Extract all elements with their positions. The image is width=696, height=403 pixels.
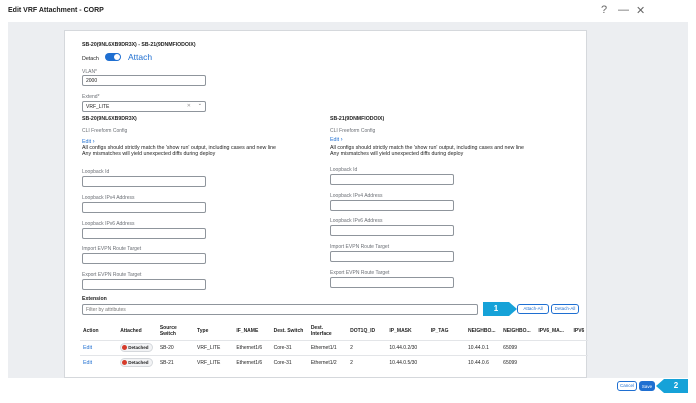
detach-label: Detach: [82, 56, 99, 62]
cell-ipv6: [570, 340, 588, 355]
right-loopback-ipv6-label: Loopback IPv6 Address: [330, 218, 383, 224]
cell-type: VRF_LITE: [194, 355, 233, 370]
cell-ipv6-mask: [535, 355, 570, 370]
right-switch-header: SB-21(9DNMFIODOIX): [330, 116, 385, 122]
col-action: Action: [83, 327, 99, 334]
left-loopback-ipv6-label: Loopback IPv6 Address: [82, 221, 135, 227]
col-ip-tag: IP_TAG: [430, 327, 449, 334]
cell-dot1q: 2: [347, 355, 386, 370]
col-dest-interface: Dest. Interface: [310, 324, 332, 337]
left-edit-label: Edit: [82, 139, 92, 145]
cell-ip-tag: [428, 355, 465, 370]
detached-dot-icon: [122, 360, 127, 365]
cell-dot1q: 2: [347, 340, 386, 355]
left-note-line1: All configs should strictly match the 'show run' output, including cases and new line: [82, 145, 276, 151]
right-note-line1: All configs should strictly match the 'show run' output, including cases and new line: [330, 145, 524, 151]
left-switch-header: SB-20(9NL6XB9DR3X): [82, 116, 137, 122]
help-icon[interactable]: ?: [601, 4, 608, 16]
left-loopback-ipv4-label: Loopback IPv4 Address: [82, 195, 135, 201]
cell-dest-interface: Ethernet1/1: [308, 340, 347, 355]
col-ip-mask: IP_MASK: [389, 327, 412, 334]
extension-label: Extension: [82, 296, 107, 302]
attachment-pair-header: SB-20(9NL6XB9DR3X) - SB-21(9DNMFIODOIX): [82, 42, 196, 48]
row-edit-link[interactable]: Edit: [83, 359, 93, 366]
col-ipv6-mask: IPV6_MA...: [538, 327, 564, 334]
cell-dest-interface: Ethernet1/2: [308, 355, 347, 370]
right-export-rt-label: Export EVPN Route Target: [330, 270, 390, 276]
left-loopback-id-input[interactable]: [82, 176, 206, 187]
col-attached: Attached: [120, 327, 142, 334]
cell-ip-mask: 10.44.0.2/30: [386, 340, 427, 355]
left-loopback-ipv6-input[interactable]: [82, 228, 206, 239]
col-dest-switch: Dest. Switch: [273, 327, 304, 334]
right-loopback-id-label: Loopback Id: [330, 167, 358, 173]
table-header-row: [80, 322, 588, 340]
right-import-rt-input[interactable]: [330, 251, 454, 262]
cell-if-name: Ethernet1/6: [233, 355, 270, 370]
chevron-down-icon[interactable]: ⌄: [197, 101, 202, 107]
clear-icon[interactable]: ✕: [186, 103, 191, 109]
attach-label: Attach: [128, 52, 153, 62]
cell-type: VRF_LITE: [194, 340, 233, 355]
status-badge: Detached: [120, 343, 152, 352]
cell-neighbor-ip: 10.44.0.6: [465, 355, 500, 370]
extension-table: [80, 322, 588, 370]
row-edit-link[interactable]: Edit: [83, 344, 93, 351]
step-callout-1: 1: [483, 302, 509, 316]
cell-neighbor-ip: 10.44.0.1: [465, 340, 500, 355]
vlan-label: VLAN*: [82, 69, 98, 75]
right-loopback-ipv4-input[interactable]: [330, 200, 454, 211]
right-export-rt-input[interactable]: [330, 277, 454, 288]
chevron-right-icon: ›: [92, 139, 95, 145]
cell-ip-tag: [428, 340, 465, 355]
col-type: Type: [197, 327, 209, 334]
right-cli-edit-link[interactable]: [330, 137, 343, 143]
col-neighbor-asn: NEIGHBO...: [503, 327, 531, 334]
extension-filter-input[interactable]: Filter by attributes: [82, 304, 478, 315]
left-import-rt-label: Import EVPN Route Target: [82, 246, 142, 252]
cell-dest-switch: Core-31: [271, 355, 308, 370]
table-row: [80, 355, 588, 370]
detach-all-button[interactable]: Detach-All: [551, 304, 579, 314]
cell-ipv6: [570, 355, 588, 370]
right-cli-label: CLI Freeform Config: [330, 128, 376, 134]
left-cli-label: CLI Freeform Config: [82, 128, 128, 134]
close-icon[interactable]: ✕: [636, 5, 646, 17]
cell-ip-mask: 10.44.0.5/30: [386, 355, 427, 370]
cell-source: SB-20: [157, 340, 194, 355]
left-export-rt-label: Export EVPN Route Target: [82, 272, 142, 278]
detached-dot-icon: [122, 345, 127, 350]
cell-source: SB-21: [157, 355, 194, 370]
attach-all-button[interactable]: Attach-All: [517, 304, 549, 314]
left-note-line2: Any mismatches will yield unexpected diffs during deploy: [82, 151, 216, 157]
status-badge: Detached: [120, 358, 152, 367]
step-callout-2: 2: [664, 379, 688, 393]
left-export-rt-input[interactable]: [82, 279, 206, 290]
left-loopback-id-label: Loopback Id: [82, 169, 110, 175]
extend-select[interactable]: [82, 101, 206, 112]
col-dot1q-id: DOT1Q_ID: [350, 327, 376, 334]
table-row: [80, 340, 588, 355]
cell-dest-switch: Core-31: [271, 340, 308, 355]
minimize-icon[interactable]: —: [618, 4, 629, 16]
vlan-input[interactable]: 2000: [82, 75, 206, 86]
right-loopback-id-input[interactable]: [330, 174, 454, 185]
right-loopback-ipv4-label: Loopback IPv4 Address: [330, 193, 383, 199]
cancel-button[interactable]: Cancel: [617, 381, 637, 391]
dialog-title: Edit VRF Attachment - CORP: [8, 7, 104, 14]
left-loopback-ipv4-input[interactable]: [82, 202, 206, 213]
extend-label: Extend*: [82, 94, 100, 100]
left-import-rt-input[interactable]: [82, 253, 206, 264]
right-edit-label: Edit: [330, 137, 340, 143]
attach-toggle[interactable]: [105, 53, 121, 61]
right-loopback-ipv6-input[interactable]: [330, 225, 454, 236]
chevron-right-icon: ›: [340, 137, 343, 143]
col-source-switch: Source Switch: [159, 324, 177, 337]
cell-ipv6-mask: [535, 340, 570, 355]
right-note-line2: Any mismatches will yield unexpected diffs during deploy: [330, 151, 464, 157]
right-import-rt-label: Import EVPN Route Target: [330, 244, 390, 250]
col-if-name: IF_NAME: [236, 327, 259, 334]
extend-value: VRF_LITE: [86, 104, 110, 110]
col-ipv6: IPV6: [573, 327, 585, 334]
col-neighbor-ip: NEIGHBO...: [468, 327, 496, 334]
cell-neighbor-asn: 65099: [500, 340, 535, 355]
save-button[interactable]: Save: [639, 381, 655, 391]
cell-neighbor-asn: 65099: [500, 355, 535, 370]
cell-if-name: Ethernet1/6: [233, 340, 270, 355]
